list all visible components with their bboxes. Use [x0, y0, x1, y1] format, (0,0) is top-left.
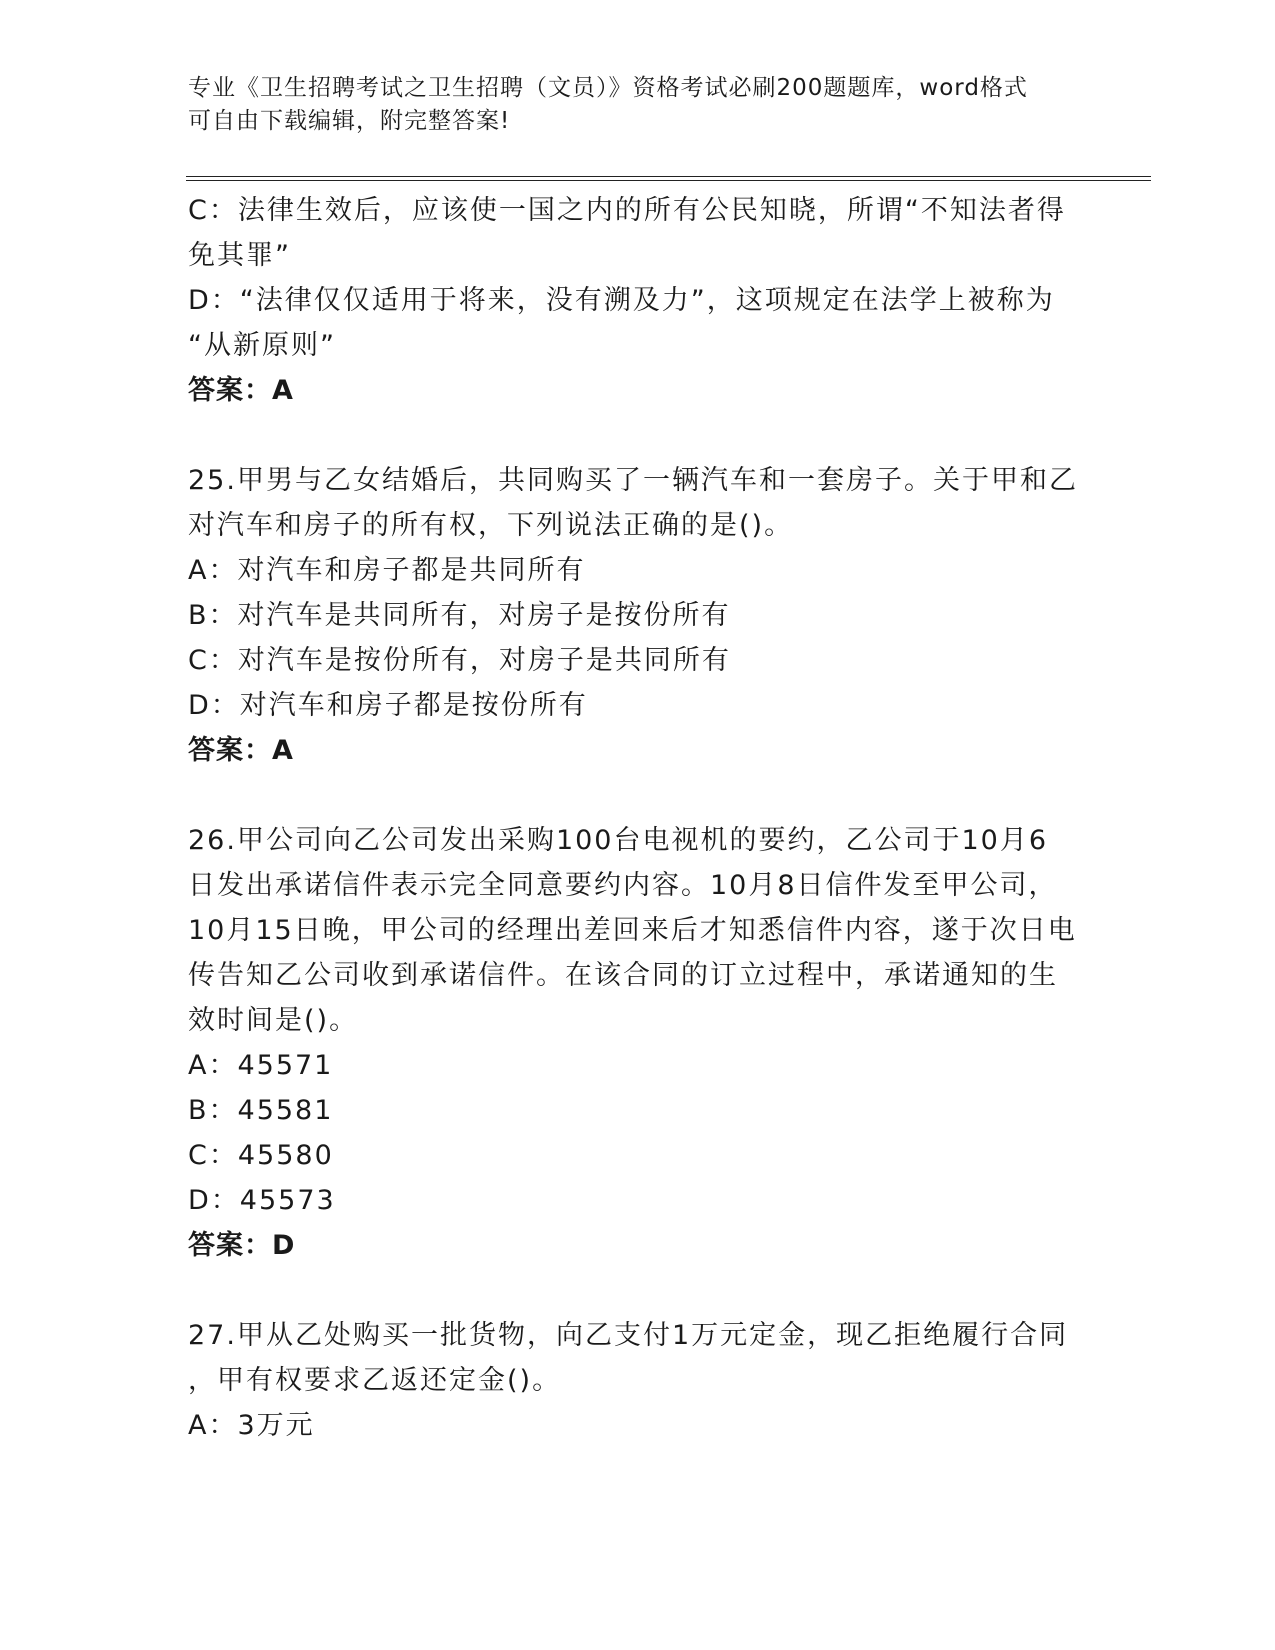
question-stem-line-1: 25.甲男与乙女结婚后，共同购买了一辆汽车和一套房子。关于甲和乙: [188, 465, 1078, 496]
question-stem-line-4: 传告知乙公司收到承诺信件。在该合同的订立过程中，承诺通知的生: [188, 960, 1058, 991]
question-stem-line-2: ，甲有权要求乙返还定金()。: [188, 1365, 562, 1396]
question-26: [188, 818, 1088, 1268]
header-line-1: 专业《卫生招聘考试之卫生招聘（文员）》资格考试必刷200题题库，word格式: [188, 75, 1028, 101]
spacer: [188, 413, 1088, 458]
question-stem-line-2: 日发出承诺信件表示完全同意要约内容。10月8日信件发至甲公司，: [188, 870, 1058, 901]
document-body: [188, 188, 1088, 1448]
option-d-line-1: D：“法律仅仅适用于将来，没有溯及力”，这项规定在法学上被称为: [188, 285, 1055, 316]
option-c: C：45580: [188, 1140, 334, 1171]
question-stem-line-1: 26.甲公司向乙公司发出采购100台电视机的要约，乙公司于10月6: [188, 825, 1049, 856]
option-a: A：3万元: [188, 1410, 315, 1441]
header-line-2: 可自由下载编辑，附完整答案!: [188, 108, 511, 134]
option-c-line-2: 免其罪”: [188, 240, 291, 271]
option-c-line-1: C：法律生效后，应该使一国之内的所有公民知晓，所谓“不知法者得: [188, 195, 1066, 226]
option-c: C：对汽车是按份所有，对房子是共同所有: [188, 645, 731, 676]
spacer: [188, 773, 1088, 818]
header-divider: [186, 176, 1151, 181]
option-b: B：45581: [188, 1095, 334, 1126]
answer: 答案：A: [188, 735, 294, 766]
option-b: B：对汽车是共同所有，对房子是按份所有: [188, 600, 731, 631]
question-stem-line-3: 10月15日晚，甲公司的经理出差回来后才知悉信件内容，遂于次日电: [188, 915, 1077, 946]
question-stem-line-2: 对汽车和房子的所有权，下列说法正确的是()。: [188, 510, 794, 541]
question-stem-line-5: 效时间是()。: [188, 1005, 359, 1036]
option-d: D：45573: [188, 1185, 336, 1216]
answer: 答案：D: [188, 1230, 296, 1261]
spacer: [188, 1268, 1088, 1313]
option-d-line-2: “从新原则”: [188, 330, 336, 361]
document-header: [188, 72, 1068, 138]
option-a: A：45571: [188, 1050, 334, 1081]
answer: 答案：A: [188, 375, 294, 406]
question-stem-line-1: 27.甲从乙处购买一批货物，向乙支付1万元定金，现乙拒绝履行合同: [188, 1320, 1069, 1351]
option-a: A：对汽车和房子都是共同所有: [188, 555, 586, 586]
question-25: [188, 458, 1088, 773]
question-27: [188, 1313, 1088, 1448]
option-d: D：对汽车和房子都是按份所有: [188, 690, 588, 721]
question-24-tail: [188, 188, 1088, 413]
